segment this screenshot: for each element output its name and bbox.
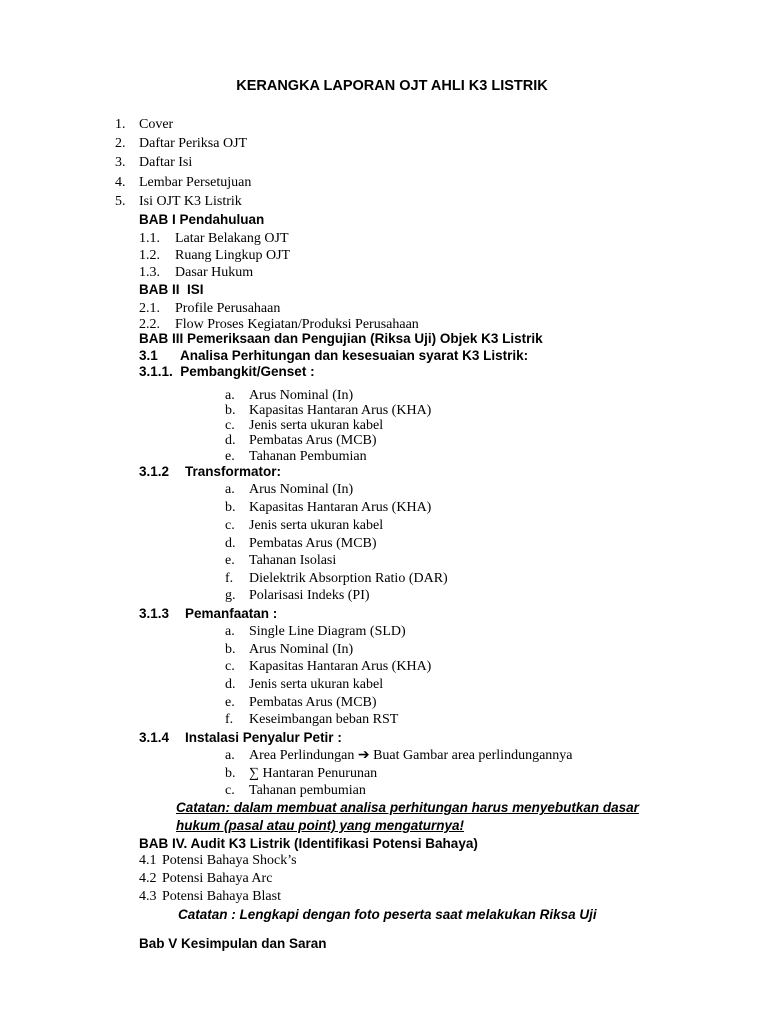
list-item: 4.2 Potensi Bahaya Arc bbox=[139, 871, 273, 886]
bab2-heading: BAB II ISI bbox=[139, 282, 204, 297]
list-item: 3. Daftar Isi bbox=[115, 155, 193, 170]
section-3-1-4-heading: 3.1.4 Instalasi Penyalur Petir : bbox=[139, 730, 342, 745]
note-line-2: hukum (pasal atau point) yang mengaturnya! bbox=[176, 818, 465, 833]
list-item: a. Arus Nominal (In) bbox=[225, 482, 354, 497]
list-item: c. Jenis serta ukuran kabel bbox=[225, 418, 384, 433]
list-item: 1. Cover bbox=[115, 117, 174, 132]
list-item: d. Jenis serta ukuran kabel bbox=[225, 677, 384, 692]
list-item: g. Polarisasi Indeks (PI) bbox=[225, 588, 370, 603]
list-item: d. Pembatas Arus (MCB) bbox=[225, 433, 377, 448]
list-item: e. Tahanan Isolasi bbox=[225, 553, 337, 568]
list-item: 1.1. Latar Belakang OJT bbox=[139, 231, 289, 246]
list-item: 4. Lembar Persetujuan bbox=[115, 175, 252, 190]
list-item: f. Dielektrik Absorption Ratio (DAR) bbox=[225, 571, 448, 586]
list-item: 4.3 Potensi Bahaya Blast bbox=[139, 889, 281, 904]
list-item: a. Single Line Diagram (SLD) bbox=[225, 624, 406, 639]
bab4-heading: BAB IV. Audit K3 Listrik (Identifikasi Potensi Bahaya) bbox=[139, 836, 478, 851]
list-item: 5. Isi OJT K3 Listrik bbox=[115, 194, 242, 209]
list-item: c. Kapasitas Hantaran Arus (KHA) bbox=[225, 659, 432, 674]
list-item: 1.2. Ruang Lingkup OJT bbox=[139, 248, 291, 263]
list-item: 2.1. Profile Perusahaan bbox=[139, 301, 281, 316]
list-item: c. Jenis serta ukuran kabel bbox=[225, 518, 384, 533]
list-item: b. Arus Nominal (In) bbox=[225, 642, 354, 657]
list-item: c. Tahanan pembumian bbox=[225, 783, 366, 798]
list-item: 4.1 Potensi Bahaya Shock’s bbox=[139, 853, 297, 868]
document-title: KERANGKA LAPORAN OJT AHLI K3 LISTRIK bbox=[236, 78, 548, 94]
section-3-1-3-heading: 3.1.3 Pemanfaatan : bbox=[139, 606, 278, 621]
list-item: 1.3. Dasar Hukum bbox=[139, 265, 254, 280]
bab1-heading: BAB I Pendahuluan bbox=[139, 212, 265, 227]
bab3-heading: BAB III Pemeriksaan dan Pengujian (Riksa Uji) Objek K3 Listrik bbox=[139, 331, 543, 346]
list-item: 2. Daftar Periksa OJT bbox=[115, 136, 248, 151]
list-item: f. Keseimbangan beban RST bbox=[225, 712, 399, 727]
section-3-1-1-heading: 3.1.1. Pembangkit/Genset : bbox=[139, 364, 315, 379]
list-item: b. Kapasitas Hantaran Arus (KHA) bbox=[225, 500, 432, 515]
section-3-1-2-heading: 3.1.2 Transformator: bbox=[139, 464, 282, 479]
bab4-note: Catatan : Lengkapi dengan foto peserta saat melakukan Riksa Uji bbox=[178, 907, 597, 922]
section-3-1-heading: 3.1 Analisa Perhitungan dan kesesuaian syarat K3 Listrik: bbox=[139, 348, 529, 363]
list-item: b. Kapasitas Hantaran Arus (KHA) bbox=[225, 403, 432, 418]
note-line-1: Catatan: dalam membuat analisa perhitungan harus menyebutkan dasar bbox=[176, 800, 639, 815]
list-item: b. ∑ Hantaran Penurunan bbox=[225, 766, 378, 781]
list-item: d. Pembatas Arus (MCB) bbox=[225, 536, 377, 551]
bab5-heading: Bab V Kesimpulan dan Saran bbox=[139, 936, 327, 951]
list-item: 2.2. Flow Proses Kegiatan/Produksi Perusahaan bbox=[139, 317, 419, 332]
list-item: e. Tahanan Pembumian bbox=[225, 449, 367, 464]
list-item: e. Pembatas Arus (MCB) bbox=[225, 695, 377, 710]
list-item: a. Area Perlindungan ➔ Buat Gambar area perlindungannya bbox=[225, 748, 573, 763]
list-item: a. Arus Nominal (In) bbox=[225, 388, 354, 403]
